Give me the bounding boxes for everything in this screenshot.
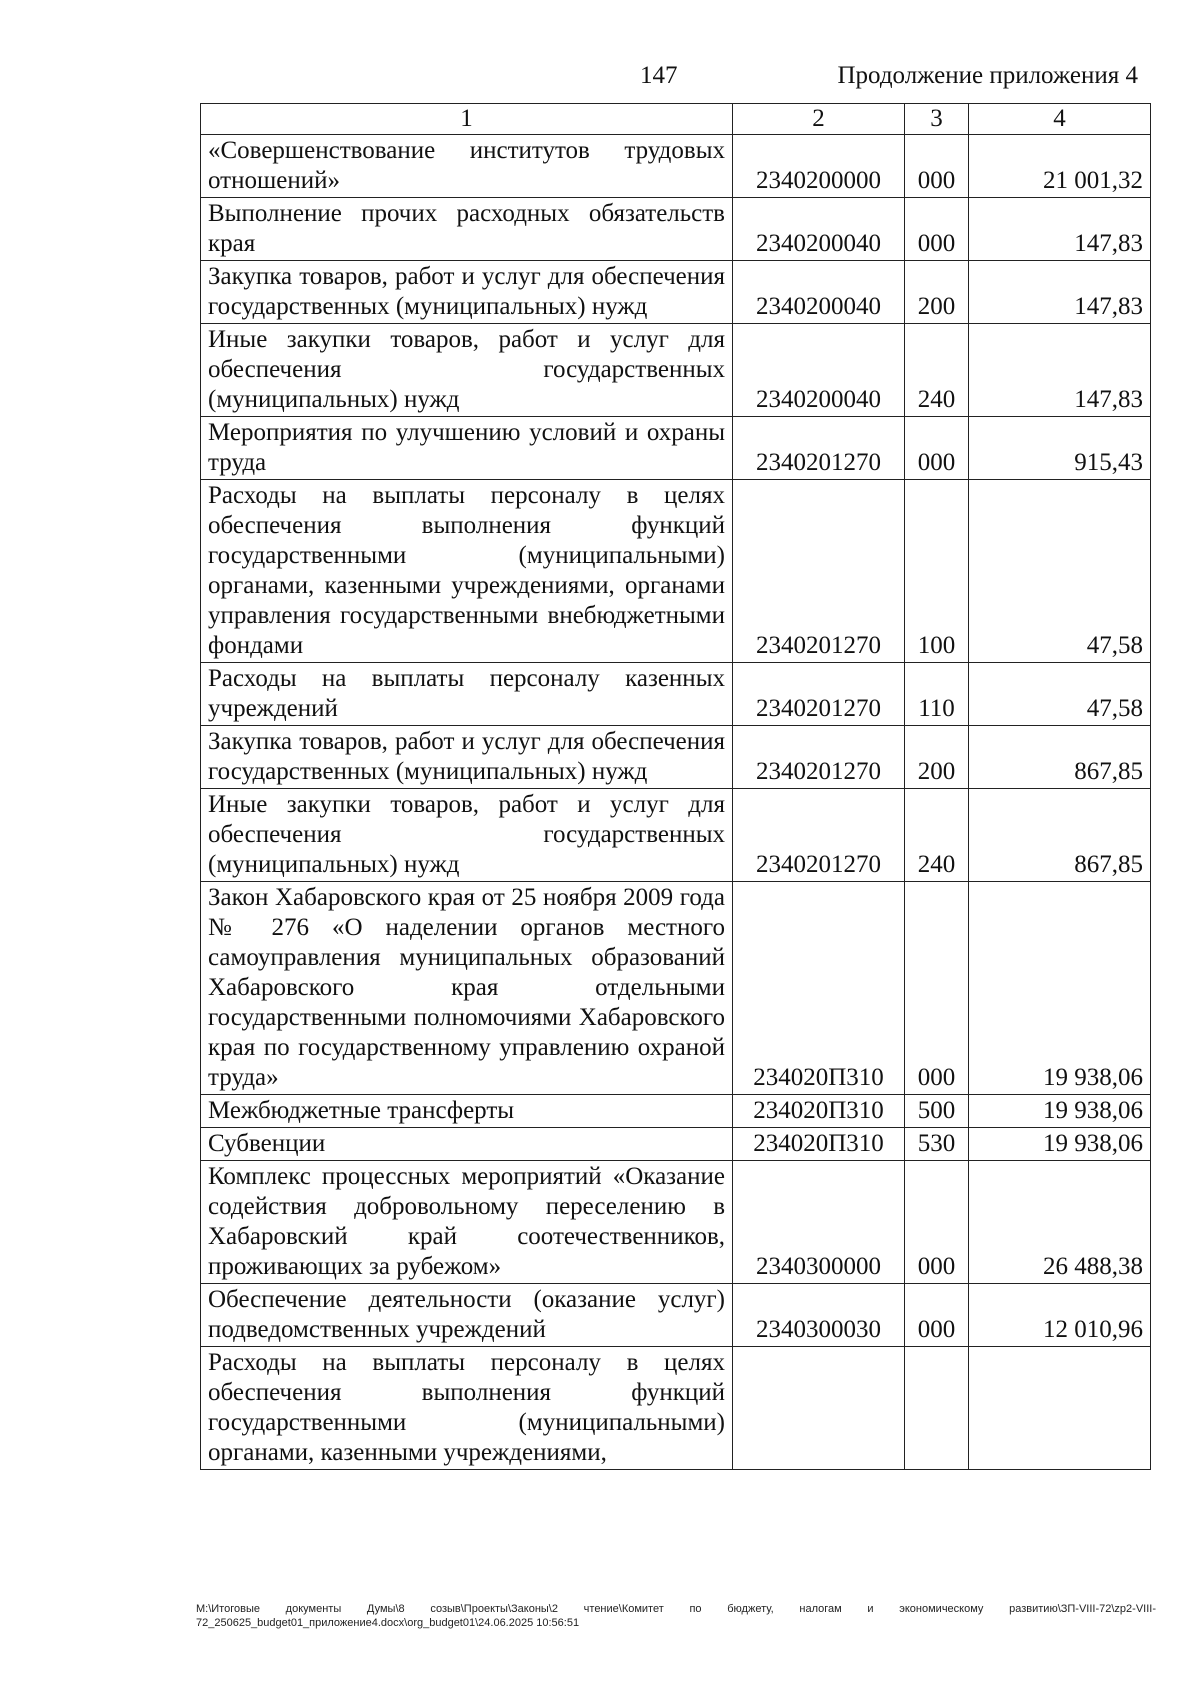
column-header: 3 xyxy=(905,104,969,135)
table-row xyxy=(201,882,1151,1095)
amount-cell: 21 001,32 xyxy=(969,135,1151,198)
row-name-cell: Субвенции xyxy=(201,1128,733,1161)
expense-type-cell: 000 xyxy=(905,1284,969,1347)
target-code-cell: 2340201270 xyxy=(733,726,905,789)
amount-cell: 867,85 xyxy=(969,726,1151,789)
row-name-cell: Обеспечение деятельности (оказание услуг) подведомственных учреждений xyxy=(201,1284,733,1347)
file-path-footer: M:\Итоговые документы Думы\8 созыв\Проекты\Законы\2 чтение\Комитет по бюджету, налогам и экономическому развитию\ЗП-VIII-72\zp2-VIII-72_250625_budget01_приложение4.docx\org_budget01\24.06.2025 10:56:51 xyxy=(196,1603,1156,1629)
row-name-cell: Иные закупки товаров, работ и услуг для обеспечения государственных (муниципальных) нужд xyxy=(201,324,733,417)
row-name-cell: «Совершенствование институтов трудовых отношений» xyxy=(201,135,733,198)
amount-cell: 47,58 xyxy=(969,663,1151,726)
table-row xyxy=(201,789,1151,882)
target-code-cell: 2340201270 xyxy=(733,417,905,480)
target-code-cell: 2340201270 xyxy=(733,480,905,663)
expense-type-cell: 000 xyxy=(905,135,969,198)
target-code-cell: 2340300030 xyxy=(733,1284,905,1347)
target-code-cell xyxy=(733,1347,905,1470)
amount-cell: 19 938,06 xyxy=(969,882,1151,1095)
row-name-cell: Закон Хабаровского края от 25 ноября 2009 года № 276 «О наделении органов местного самоуправления муниципальных образований Хабаровского края отдельными государственными полномочиями Хабаровского края по государственному управлению охраной труда» xyxy=(201,882,733,1095)
expense-type-cell xyxy=(905,1347,969,1470)
amount-cell: 147,83 xyxy=(969,261,1151,324)
target-code-cell: 2340201270 xyxy=(733,789,905,882)
row-name-cell: Расходы на выплаты персоналу казенных учреждений xyxy=(201,663,733,726)
table-row xyxy=(201,1095,1151,1128)
amount-cell: 867,85 xyxy=(969,789,1151,882)
row-name-cell: Расходы на выплаты персоналу в целях обеспечения выполнения функций государственными (муниципальными) органами, казенными учреждениями, органами управления государственными внебюджетными фондами xyxy=(201,480,733,663)
amount-cell: 26 488,38 xyxy=(969,1161,1151,1284)
amount-cell: 47,58 xyxy=(969,480,1151,663)
table-row xyxy=(201,1128,1151,1161)
row-name-cell: Иные закупки товаров, работ и услуг для обеспечения государственных (муниципальных) нужд xyxy=(201,789,733,882)
table-row xyxy=(201,261,1151,324)
row-name-cell: Комплекс процессных мероприятий «Оказание содействия добровольному переселению в Хабаровский край соотечественников, проживающих за рубежом» xyxy=(201,1161,733,1284)
expense-type-cell: 110 xyxy=(905,663,969,726)
row-name-cell: Межбюджетные трансферты xyxy=(201,1095,733,1128)
amount-cell: 19 938,06 xyxy=(969,1095,1151,1128)
amount-cell: 915,43 xyxy=(969,417,1151,480)
row-name-cell: Расходы на выплаты персоналу в целях обеспечения выполнения функций государственными (муниципальными) органами, казенными учреждениями, xyxy=(201,1347,733,1470)
expense-type-cell: 000 xyxy=(905,417,969,480)
expense-type-cell: 100 xyxy=(905,480,969,663)
expense-type-cell: 200 xyxy=(905,261,969,324)
table-row xyxy=(201,726,1151,789)
amount-cell: 147,83 xyxy=(969,324,1151,417)
table-header-row xyxy=(201,104,1151,135)
target-code-cell: 2340300000 xyxy=(733,1161,905,1284)
table-row xyxy=(201,417,1151,480)
target-code-cell: 2340200040 xyxy=(733,324,905,417)
appendix-continuation-label: Продолжение приложения 4 xyxy=(837,62,1138,89)
table-row xyxy=(201,324,1151,417)
row-name-cell: Мероприятия по улучшению условий и охраны труда xyxy=(201,417,733,480)
row-name-cell: Выполнение прочих расходных обязательств края xyxy=(201,198,733,261)
amount-cell: 147,83 xyxy=(969,198,1151,261)
expense-type-cell: 240 xyxy=(905,789,969,882)
expense-type-cell: 000 xyxy=(905,882,969,1095)
expense-type-cell: 200 xyxy=(905,726,969,789)
column-header: 2 xyxy=(733,104,905,135)
table-row xyxy=(201,135,1151,198)
target-code-cell: 234020П310 xyxy=(733,1095,905,1128)
expense-type-cell: 500 xyxy=(905,1095,969,1128)
amount-cell xyxy=(969,1347,1151,1470)
page-number: 147 xyxy=(640,62,678,89)
table-row xyxy=(201,663,1151,726)
budget-table-body xyxy=(201,135,1151,1470)
target-code-cell: 234020П310 xyxy=(733,1128,905,1161)
table-row xyxy=(201,1161,1151,1284)
expense-type-cell: 000 xyxy=(905,198,969,261)
column-header: 4 xyxy=(969,104,1151,135)
row-name-cell: Закупка товаров, работ и услуг для обеспечения государственных (муниципальных) нужд xyxy=(201,726,733,789)
expense-type-cell: 530 xyxy=(905,1128,969,1161)
budget-table xyxy=(200,103,1151,1470)
row-name-cell: Закупка товаров, работ и услуг для обеспечения государственных (муниципальных) нужд xyxy=(201,261,733,324)
target-code-cell: 2340201270 xyxy=(733,663,905,726)
table-row xyxy=(201,1347,1151,1470)
expense-type-cell: 000 xyxy=(905,1161,969,1284)
expense-type-cell: 240 xyxy=(905,324,969,417)
table-row xyxy=(201,1284,1151,1347)
target-code-cell: 2340200040 xyxy=(733,261,905,324)
table-row xyxy=(201,198,1151,261)
table-row xyxy=(201,480,1151,663)
target-code-cell: 2340200040 xyxy=(733,198,905,261)
column-header: 1 xyxy=(201,104,733,135)
amount-cell: 12 010,96 xyxy=(969,1284,1151,1347)
target-code-cell: 2340200000 xyxy=(733,135,905,198)
amount-cell: 19 938,06 xyxy=(969,1128,1151,1161)
target-code-cell: 234020П310 xyxy=(733,882,905,1095)
